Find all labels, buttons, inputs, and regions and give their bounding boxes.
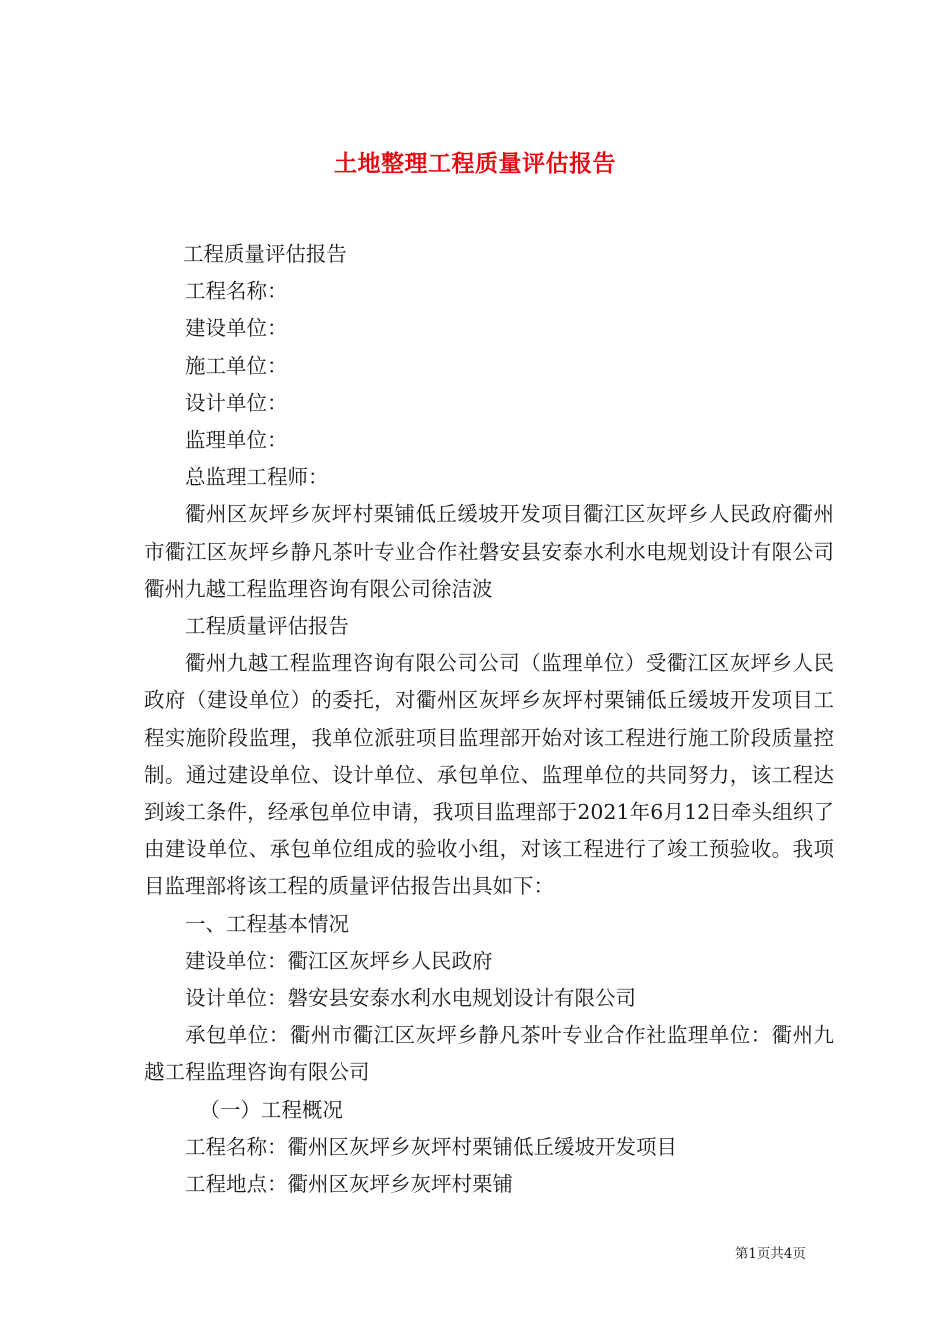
paragraph: 工程地点：衢州区灰坪乡灰坪村栗铺: [185, 1172, 513, 1197]
paragraph: 设计单位：磐安县安泰水利水电规划设计有限公司: [185, 986, 636, 1011]
page-title: 土地整理工程质量评估报告: [334, 150, 616, 178]
paragraph: 承包单位：衢州市衢江区灰坪乡静凡茶叶专业合作社监理单位：衢州九越工程监理咨询有限公司: [144, 1023, 834, 1085]
paragraph: 施工单位：: [185, 353, 288, 378]
paragraph: 工程名称：衢州区灰坪乡灰坪村栗铺低丘缓坡开发项目: [185, 1134, 677, 1159]
page-number: 第1页共4页: [734, 1246, 806, 1262]
paragraph: 总监理工程师：: [185, 465, 329, 490]
paragraph: 工程名称：: [185, 279, 288, 304]
section-heading: 一、工程基本情况: [185, 911, 349, 936]
paragraph: 衢州区灰坪乡灰坪村栗铺低丘缓坡开发项目衢江区灰坪乡人民政府衢州市衢江区灰坪乡静凡茶叶专业合作社磐安县安泰水利水电规划设计有限公司衢州九越工程监理咨询有限公司徐洁波: [144, 502, 834, 601]
subsection-heading: （一）工程概况: [199, 1097, 343, 1122]
paragraph: 设计单位：: [185, 390, 288, 415]
paragraph: 建设单位：: [185, 316, 288, 341]
paragraph: 监理单位：: [185, 428, 288, 453]
document-body: [144, 236, 834, 1203]
paragraph: 工程质量评估报告: [185, 614, 349, 639]
paragraph: 建设单位：衢江区灰坪乡人民政府: [185, 948, 493, 973]
paragraph: 工程质量评估报告: [182, 242, 347, 266]
paragraph: 衢州九越工程监理咨询有限公司公司（监理单位）受衢江区灰坪乡人民政府（建设单位）的委托，对衢州区灰坪乡灰坪村栗铺低丘缓坡开发项目工程实施阶段监理，我单位派驻项目监理部开始对该工程进行施工阶段质量控制。通过建设单位、设计单位、承包单位、监理单位的共同努力，该工程达到竣工条件，经承包单位申请，我项目监理部于2021年6月12日牵头组织了由建设单位、承包单位组成的验收小组，对该工程进行了竣工预验收。我项目监理部将该工程的质量评估报告出具如下：: [144, 651, 834, 899]
